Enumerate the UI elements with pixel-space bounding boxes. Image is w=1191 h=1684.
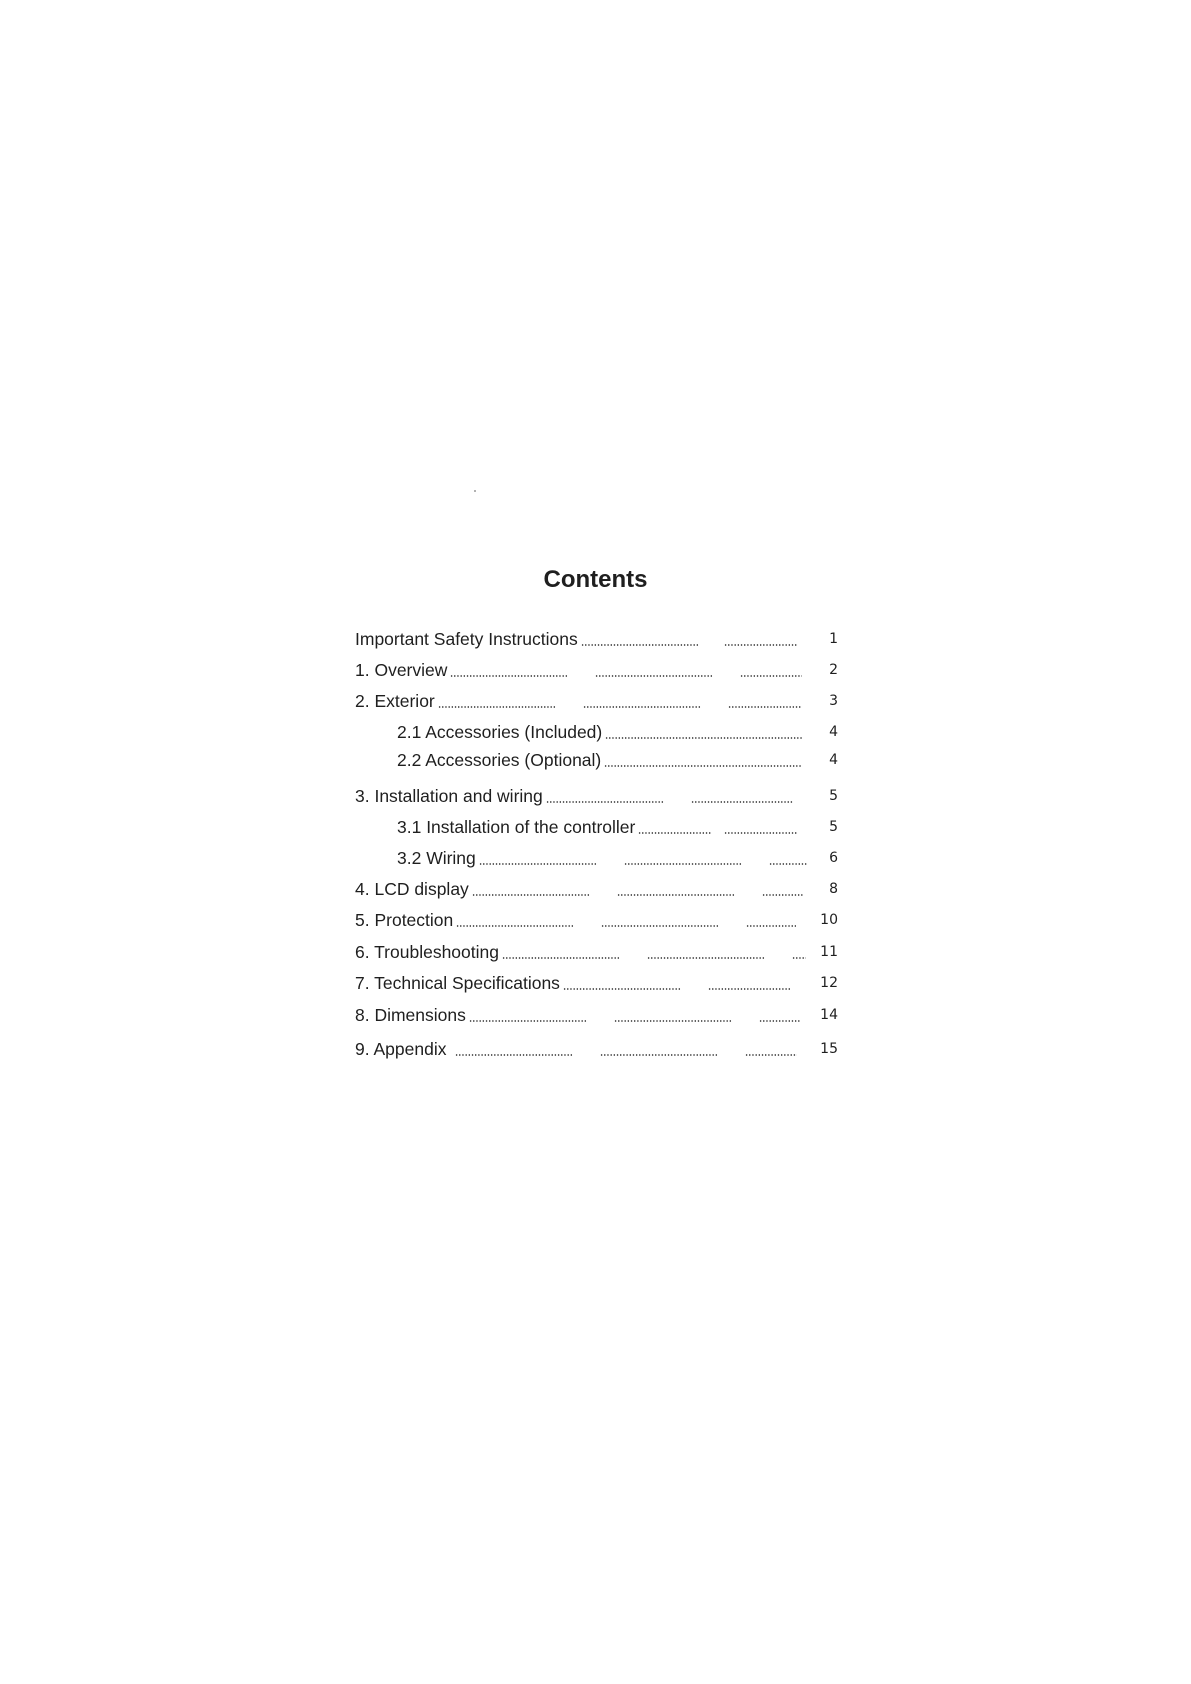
dot-leader [456,909,808,931]
toc-entry[interactable] [355,939,838,963]
toc-entry-text: 5. Protection [355,910,454,930]
dot-leader [605,721,808,743]
toc-entry-text: 9. Appendix [355,1039,447,1059]
dot-leader [546,785,808,807]
toc-page-number: 5 [829,819,838,835]
toc-entry-text: 2.2 Accessories (Optional) [397,750,602,770]
toc-page-number: 1 [829,631,838,647]
dot-leader [581,628,808,650]
dot-leader [450,659,808,681]
dot-leader [563,972,808,994]
toc-entry[interactable] [355,1002,838,1026]
dot-leader [438,690,808,712]
table-of-contents [355,0,838,1684]
toc-entry[interactable] [355,907,838,931]
toc-page-number: 4 [829,724,838,740]
toc-entry[interactable] [355,657,838,681]
toc-page-number: 12 [820,975,838,991]
toc-page-number: 14 [820,1007,838,1023]
toc-page-number: 6 [829,850,838,866]
toc-entry[interactable] [355,719,838,743]
toc-entry-text: Important Safety Instructions [355,629,578,649]
contents-title: Contents [543,566,648,593]
toc-entry-text: 4. LCD display [355,879,469,899]
toc-entry[interactable] [355,814,838,838]
dot-leader [472,878,808,900]
toc-page-number: 11 [820,944,838,960]
toc-entry-text: 3. Installation and wiring [355,786,543,806]
toc-page-number: 3 [829,693,838,709]
toc-entry[interactable] [355,747,838,771]
dot-leader [638,816,808,838]
toc-entry-text: 2. Exterior [355,691,435,711]
toc-page-number: 8 [829,881,838,897]
dot-leader [502,941,808,963]
toc-entry[interactable] [355,845,838,869]
toc-entry-text: 2.1 Accessories (Included) [397,722,603,742]
toc-page-number: 4 [829,752,838,768]
dot-leader [469,1004,808,1026]
toc-entry-text: 1. Overview [355,660,448,680]
toc-entry[interactable] [355,970,838,994]
toc-entry-text: 3.1 Installation of the controller [397,817,636,837]
toc-entry[interactable] [355,876,838,900]
toc-entry[interactable] [355,626,838,650]
toc-entry[interactable] [355,1036,838,1060]
toc-entry[interactable] [355,688,838,712]
toc-page-number: 2 [829,662,838,678]
dot-leader [479,847,808,869]
toc-entry-text: 7. Technical Specifications [355,973,560,993]
toc-entry[interactable] [355,783,838,807]
toc-entry-text: 3.2 Wiring [397,848,476,868]
toc-page-number: 10 [820,912,838,928]
dot-leader [604,749,808,771]
toc-entry-text: 6. Troubleshooting [355,942,499,962]
toc-page-number: 5 [829,788,838,804]
toc-page-number: 15 [820,1041,838,1057]
dot-leader [449,1038,808,1060]
toc-entry-text: 8. Dimensions [355,1005,466,1025]
